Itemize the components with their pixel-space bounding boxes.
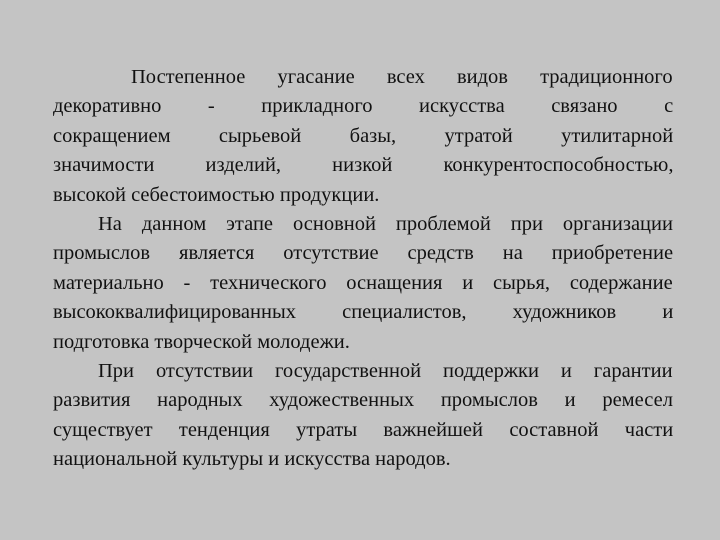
paragraph-3-line-1: При отсутствии государственной поддержки и гарантии (98, 360, 673, 383)
paragraph-1-line-5: высокой себестоимостью продукции. (53, 183, 380, 206)
paragraph-1-line-2: декоративно - прикладного искусства связано с (53, 95, 674, 118)
paragraph-2-line-1: На данном этапе основной проблемой при организации (98, 213, 673, 236)
paragraph-3-line-2: развития народных художественных промыслов и ремесел (53, 389, 673, 412)
paragraph-3 (53, 357, 673, 475)
body-text (53, 63, 673, 475)
paragraph-1-line-3: сокращением сырьевой базы, утратой утилитарной (53, 124, 674, 147)
paragraph-1-line-1: Постепенное угасание всех видов традиционного (131, 66, 673, 88)
paragraph-3-line-3: существует тенденция утраты важнейшей составной части (53, 418, 674, 441)
paragraph-2 (53, 210, 673, 357)
paragraph-1 (53, 63, 673, 210)
paragraph-1-line-4: значимости изделий, низкой конкурентоспособностью, (53, 154, 674, 177)
paragraph-3-line-4: национальной культуры и искусства народов. (53, 448, 451, 471)
paragraph-2-line-4: высококвалифицированных специалистов, художников и (53, 301, 674, 324)
paragraph-2-line-2: промыслов является отсутствие средств на приобретение (53, 242, 674, 265)
paragraph-2-line-3: материально - технического оснащения и сырья, содержание (53, 271, 673, 294)
paragraph-2-line-5: подготовка творческой молодежи. (53, 330, 350, 353)
